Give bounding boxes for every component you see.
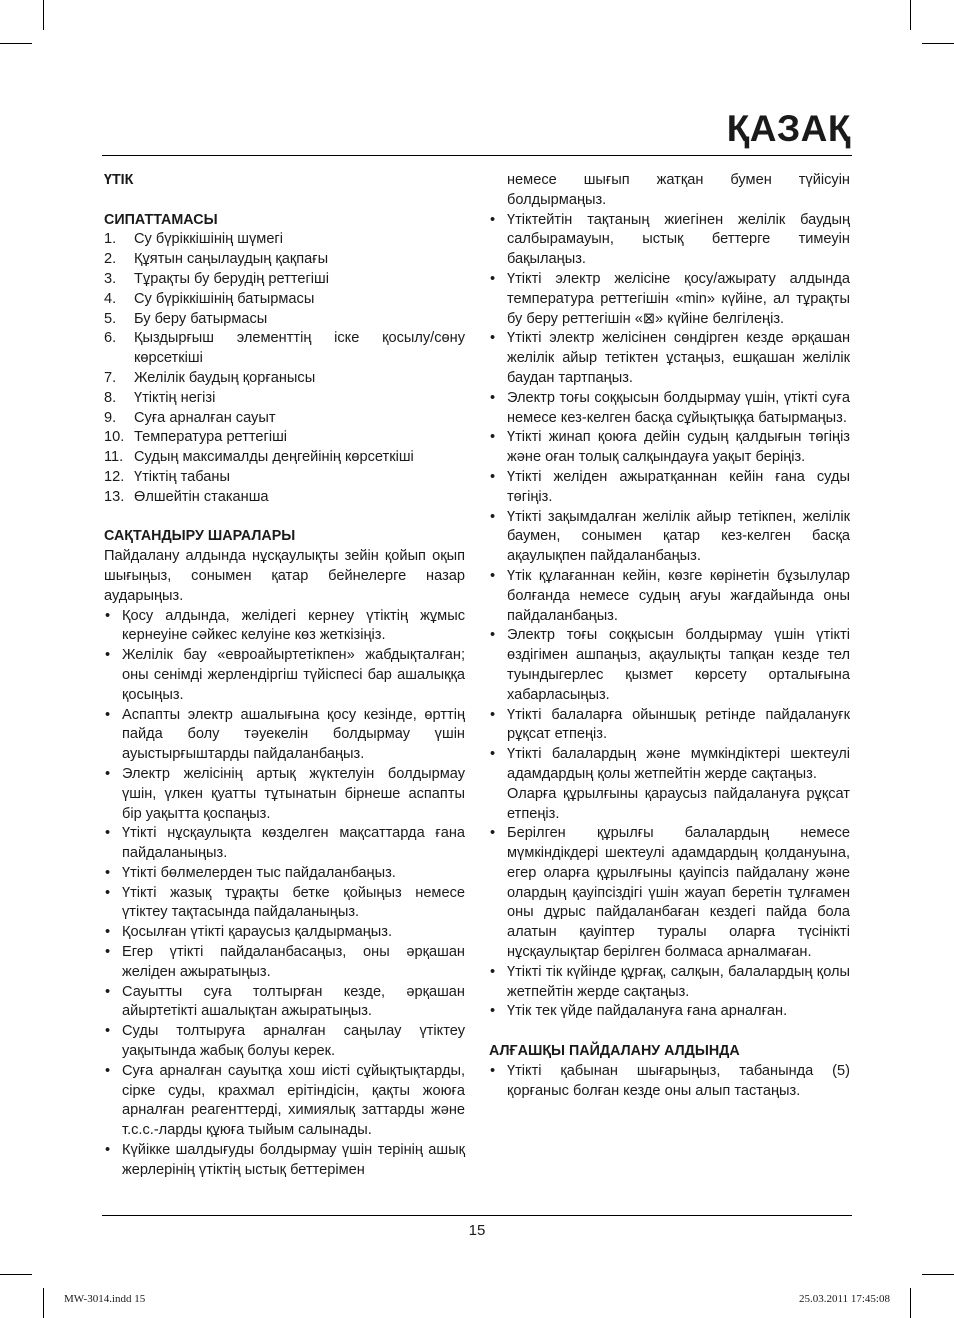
description-heading: СИПАТТАМАСЫ <box>104 211 218 228</box>
list-item: 12. Үтіктің табаны <box>104 468 230 485</box>
list-item: 13. Өлшейтін стаканша <box>104 488 269 505</box>
list-item: • Үтік тек үйде пайдалануға ғана арналған. <box>490 1003 788 1020</box>
slug-file: MW-3014.indd 15 <box>64 1293 146 1305</box>
list-item: • Электр тоғы соққысын болдырмау үшін үтікті өздігімен ашпаңыз, ақаулықты тапқан кезде тел туындыгерлес қызмет көрсету орталығына хабарласыңыз. <box>490 627 850 703</box>
list-item: 7. Желілік баудың қорғанысы <box>104 369 316 386</box>
safety-heading: САҚТАНДЫРУ ШАРАЛАРЫ <box>104 528 296 545</box>
parts-list <box>104 230 465 507</box>
safety-list-continued <box>489 211 850 785</box>
list-item: • Үтікті зақымдалған желілік айыр тетікпен, желілік баумен, сонымен қатар кез-келген басқа ақаулықпен пайдаланбаңыз. <box>490 508 850 565</box>
list-item: • Суға арналған сауытқа хош иісті сұйықтықтарды, сірке суды, крахмал ерітіндісін, қақты жоюға арналған реагенттерді, химиялық заттарды және т.с.с.-ларды құюға тыйым салынады. <box>105 1062 465 1139</box>
list-item: 1. Су бүріккішінің шүмегі <box>104 231 284 248</box>
crop-mark <box>43 1288 44 1318</box>
crop-mark <box>910 0 911 30</box>
continued-text: немесе шығып жатқан бумен түйісуін болдырмаңыз. <box>507 172 850 208</box>
list-item: • Сауытты суға толтырған кезде, әрқашан айыртетікті ашалықтан ажыратыңыз. <box>105 983 465 1020</box>
list-item: • Үтікті жазық тұрақты бетке қойыңыз немесе үтіктеу тақтасында пайдаланыңыз. <box>105 884 465 921</box>
list-item: 10. Температура реттегіші <box>104 429 288 446</box>
crop-mark <box>0 43 32 44</box>
list-item: • Үтік құлағаннан кейін, көзге көрінетін бұзылулар болғанда немесе судың ағуы жағдайында оны пайдаланбаңыз. <box>490 567 850 624</box>
list-item: • Үтікті желіден ажыратқаннан кейін ғана суды төгіңіз. <box>490 468 850 505</box>
product-heading: ҮТІК <box>104 172 134 188</box>
list-item: • Үтікті балаларға ойыншық ретінде пайдалануғк рұқсат етпеңіз. <box>490 706 850 743</box>
supervision-note: Оларға құрылғыны қараусыз пайдалануға рұқсат етпеңіз. <box>507 785 850 822</box>
crop-mark <box>922 1274 954 1275</box>
list-item: • Күйікке шалдығуды болдырмау үшін терінің ашық жерлерінің үтіктің ыстық беттерімен <box>105 1142 465 1178</box>
list-item: • Электр тоғы соққысын болдырмау үшін, үтікті суға немесе кез-келген басқа сұйықтыққа батырмаңыз. <box>490 389 850 426</box>
list-item: • Қосу алдында, желідегі кернеу үтіктің жұмыс кернеуіне сәйкес келуіне көз жеткізіңіз. <box>105 607 465 644</box>
list-item: • Үтікті электр желісіне қосу/ажырату алдында температура реттегішін «min» күйіне, ал тұрақты бу беру реттегішін «⊠» күйіне белгілеңіз. <box>490 270 850 327</box>
left-column <box>104 171 465 1181</box>
list-item: 4. Су бүріккішінің батырмасы <box>104 290 315 307</box>
list-item: • Үтікті электр желісінен сөндірген кезде әрқашан желілік айыр тетіктен ұстаңыз, ешқашан желілік баудан тартпаңыз. <box>490 330 850 386</box>
safety-list <box>104 607 465 1181</box>
list-item: • Берілген құрылғы балалардың немесе мүмкіндікдері шектеулі адамдардың қолдануына, егер оларға құрылғыны қауіпсіз пайдалану және олардың қауіпсіздігі үшін жауап беретін тұлғамен оны дұрыс пайдаланбаған кездегі пайда бола алатын қауіптер туралы оларға түсінікті нұсқаулықтар берілген болмаса арналмаған. <box>490 825 850 961</box>
list-item: 2. Құятын саңылаудың қақпағы <box>104 251 329 268</box>
slug-date: 25.03.2011 17:45:08 <box>799 1293 890 1305</box>
first-use-list <box>489 1062 850 1102</box>
crop-mark <box>922 43 954 44</box>
first-use-heading: АЛҒАШҚЫ ПАЙДАЛАНУ АЛДЫНДА <box>489 1043 740 1060</box>
crop-mark <box>43 0 44 30</box>
crop-mark <box>0 1274 32 1275</box>
list-item: • Қосылған үтікті қараусыз қалдырмаңыз. <box>105 924 393 941</box>
list-item: 8. Үтіктің негізі <box>104 389 216 406</box>
list-item: • Үтікті жинап қоюға дейін судың қалдығын төгіңіз және оған толық салқындауға уақыт беріңіз. <box>490 429 850 466</box>
language-title: ҚАЗАҚ <box>726 108 851 149</box>
list-item: • Үтіктейтін тақтаның жиегінен желілік баудың салбырамауын, ыстық беттерге тимеуін бақылаңыз. <box>490 211 850 268</box>
list-item: • Үтікті балалардың және мүмкіндіктері шектеулі адамдардың қолы жетпейтін жерде сақтаңыз. <box>490 746 850 782</box>
list-item: • Аспапты электр ашалығына қосу кезінде, өрттің пайда болу тәуекелін болдырмау үшін ауыстырғыштарды пайдаланбаңыз. <box>105 706 465 763</box>
page-number: 15 <box>468 1222 486 1239</box>
list-item: 3. Тұрақты бу берудің реттегіші <box>104 270 329 287</box>
list-item: • Үтікті қабынан шығарыңыз, табанында (5) қорғаныс болған кезде оны алып тастаңыз. <box>490 1062 850 1099</box>
footer-rule <box>102 1215 852 1216</box>
safety-list-final <box>489 824 850 1022</box>
list-item: 5. Бу беру батырмасы <box>104 310 268 327</box>
crop-mark <box>910 1288 911 1318</box>
list-item: 6. Қыздырғыш элементтің іске қосылу/сөну көрсеткіші <box>104 330 465 367</box>
header-rule <box>102 155 852 156</box>
right-column <box>489 171 850 1101</box>
list-item: • Үтікті бөлмелерден тыс пайдаланбаңыз. <box>105 864 396 881</box>
list-item: 9. Суға арналған сауыт <box>104 409 276 426</box>
safety-intro: Пайдалану алдында нұсқаулықты зейін қойып оқып шығыңыз, сонымен қатар бейнелерге назар аударыңыз. <box>104 548 465 604</box>
list-item: • Үтікті тік күйінде құрғақ, салқын, балалардың қолы жетпейтін жерде сақтаңыз. <box>490 963 850 1000</box>
list-item: • Егер үтікті пайдаланбасаңыз, оны әрқашан желіден ажыратыңыз. <box>105 944 465 980</box>
list-item: • Желілік бау «евроайыртетікпен» жабдықталған; оны сенімді жерлендіргіш түйіспесі бар ашалыққа қосыңыз. <box>105 647 465 703</box>
list-item: • Үтікті нұсқаулықта көзделген мақсаттарда ғана пайдаланыңыз. <box>105 825 465 862</box>
list-item: • Электр желісінің артық жүктелуін болдырмау үшін, үлкен қуатты тұтынатын бірнеше аспапты бір уақытта қоспаңыз. <box>105 765 465 822</box>
list-item: • Суды толтыруға арналған саңылау үтіктеу уақытында жабық болуы керек. <box>105 1023 465 1060</box>
list-item: 11. Судың максималды деңгейінің көрсеткіші <box>104 449 414 466</box>
